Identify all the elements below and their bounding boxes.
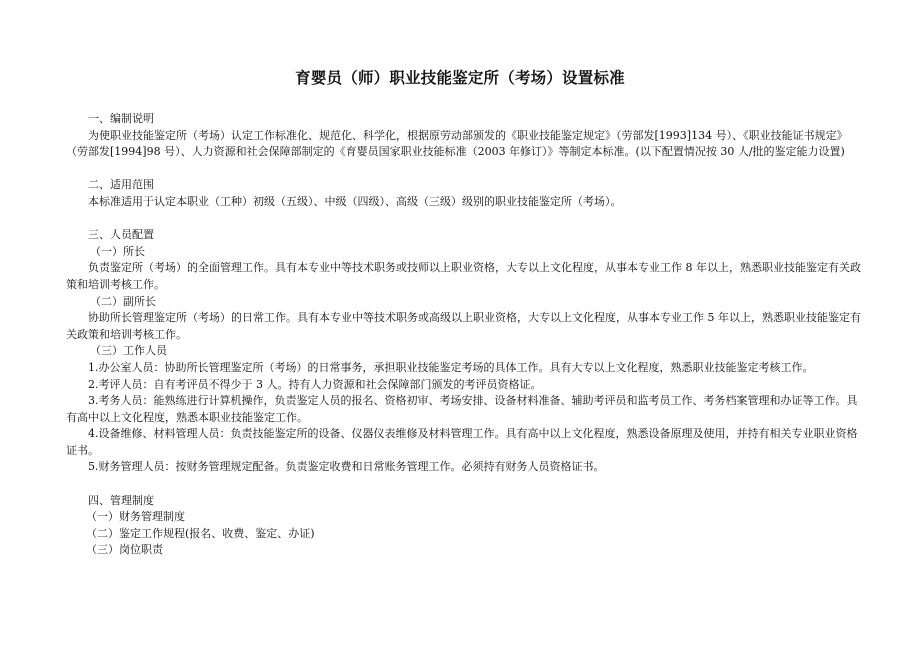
management-item-procedures: （二）鉴定工作规程(报名、收费、鉴定、办证) — [86, 526, 315, 540]
document-title: 育婴员（师）职业技能鉴定所（考场）设置标准 — [295, 69, 625, 87]
subheading-deputy-director: （二）副所长 — [90, 294, 156, 308]
staff-item-office: 1.办公室人员：协助所长管理鉴定所（考场）的日常事务，承担职业技能鉴定考场的具体工作。具有大专以上文化程度，熟悉职业技能鉴定考核工作。 — [88, 360, 814, 374]
staff-item-examiners: 2.考评人员：自有考评员不得少于 3 人。持有人力资源和社会保障部门颁发的考评员资格证。 — [88, 377, 542, 391]
spacer — [66, 211, 862, 228]
section-2-paragraph: 本标准适用于认定本职业（工种）初级（五级）、中级（四级）、高级（三级）级别的职业技能鉴定所（考场）。 — [88, 194, 622, 208]
section-heading-4: 四、管理制度 — [88, 493, 154, 507]
section-heading-1: 一、编制说明 — [88, 112, 154, 125]
management-item-duties: （三）岗位职责 — [86, 543, 163, 557]
section-heading-2: 二、适用范围 — [88, 178, 154, 192]
document-body — [66, 111, 862, 559]
section-heading-3: 三、人员配置 — [88, 228, 154, 242]
spacer — [66, 476, 862, 493]
deputy-director-paragraph: 协助所长管理鉴定所（考场）的日常工作。具有本专业中等技术职务或高级以上职业资格，大专以上文化程度，从事本专业工作 5 年以上，熟悉职业技能鉴定有关政策和培训考核工作。 — [66, 311, 861, 341]
spacer — [66, 161, 862, 178]
staff-item-finance: 5.财务管理人员：按财务管理规定配备。负责鉴定收费和日常账务管理工作。必须持有财务人员资格证书。 — [88, 460, 605, 474]
director-paragraph: 负责鉴定所（考场）的全面管理工作。具有本专业中等技术职务或技师以上职业资格，大专以上文化程度，从事本专业工作 8 年以上，熟悉职业技能鉴定有关政策和培训考核工作。 — [66, 261, 861, 291]
subheading-director: （一）所长 — [90, 244, 145, 258]
section-1-paragraph: 为使职业技能鉴定所（考场）认定工作标准化、规范化、科学化，根据原劳动部颁发的《职业技能鉴定规定》（劳部发[1993]134 号）、《职业技能证书规定》（劳部发[1994]98 号）、人力资源和社会保障部制定的《育婴员国家职业技能标准（2003 年修订）》等制定本标准。(以下配置情况按 30 人/批的鉴定能力设置) — [66, 128, 848, 159]
staff-item-exam-affairs: 3.考务人员：能熟练进行计算机操作，负责鉴定人员的报名、资格初审、考场安排、设备材料准备、辅助考评员和监考员工作、考务档案管理和办证等工作。具有高中以上文化程度，熟悉本职业技能鉴定工作。 — [66, 394, 858, 424]
staff-item-maintenance: 4.设备维修、材料管理人员：负责技能鉴定所的设备、仪器仪表维修及材料管理工作。具有高中以上文化程度，熟悉设备原理及使用，并持有相关专业职业资格证书。 — [66, 427, 858, 457]
subheading-staff: （三）工作人员 — [90, 344, 167, 358]
management-item-finance: （一）财务管理制度 — [86, 510, 185, 524]
